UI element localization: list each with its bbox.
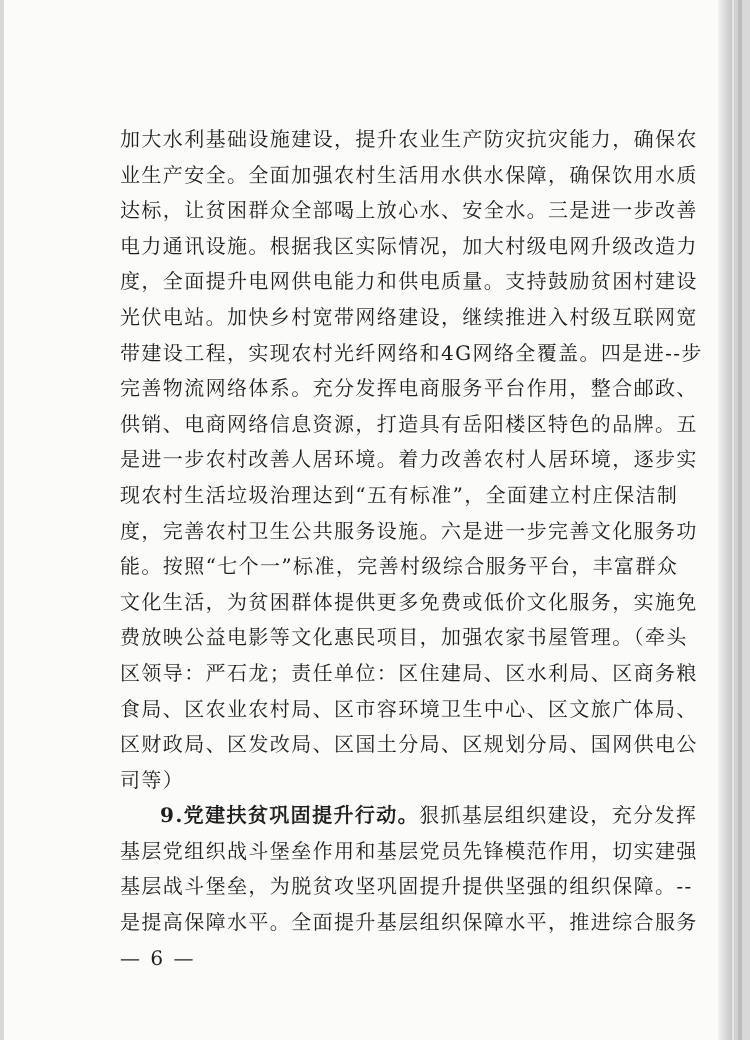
text-line: 度，全面提升电网供电能力和供电质量。支持鼓励贫困村建设 <box>120 269 698 294</box>
text-line: 基层战斗堡垒，为脱贫攻坚巩固提升提供坚强的组织保障。-- <box>120 874 693 899</box>
text-line: 达标，让贫困群众全部喝上放心水、安全水。三是进一步改善 <box>120 198 698 223</box>
page-edge-shadow <box>718 0 732 1040</box>
section-9-intro: 狠抓基层组织建设，充分发挥 <box>419 803 698 828</box>
text-line: 能。按照“七个一”标准，完善村级综合服务平台，丰富群众 <box>120 554 679 579</box>
page-number: — 6 — <box>120 946 196 970</box>
text-line: 基层党组织战斗堡垒作用和基层党员先锋模范作用，切实建强 <box>120 838 698 863</box>
document-body <box>120 122 703 941</box>
text-line: 是进一步农村改善人居环境。着力改善农村人居环境，逐步实 <box>120 447 698 472</box>
section-9-heading: 9.党建扶贫巩固提升行动。 <box>160 803 420 828</box>
text-line: 现农村生活垃圾治理达到“五有标准”，全面建立村庄保洁制 <box>120 482 679 507</box>
text-line: 完善物流网络体系。充分发挥电商服务平台作用，整合邮政、 <box>120 376 698 401</box>
text-line: 业生产安全。全面加强农村生活用水供水保障，确保饮用水质 <box>120 162 698 187</box>
text-line: 光伏电站。加快乡村宽带网络建设，继续推进入村级互联网宽 <box>120 304 698 329</box>
text-line: 司等） <box>120 767 185 792</box>
text-line: 供销、电商网络信息资源，打造具有岳阳楼区特色的品牌。五 <box>120 411 698 436</box>
text-line: 电力通讯设施。根据我区实际情况，加大村级电网升级改造力 <box>120 233 698 258</box>
text-line: 区财政局、区发改局、区国土分局、区规划分局、国网供电公 <box>120 732 698 757</box>
text-line: 文化生活，为贫困群体提供更多免费或低价文化服务，实施免 <box>120 589 698 614</box>
text-line: 是提高保障水平。全面提升基层组织保障水平，推进综合服务 <box>120 910 698 935</box>
text-line: 带建设工程，实现农村光纤网络和4G网络全覆盖。四是进--步 <box>120 340 703 365</box>
text-line: 加大水利基础设施建设，提升农业生产防灾抗灾能力，确保农 <box>120 127 698 151</box>
section-9-first-line <box>120 798 698 834</box>
text-line: 食局、区农业农村局、区市容环境卫生中心、区文旅广体局、 <box>120 696 698 721</box>
text-line: 度，完善农村卫生公共服务设施。六是进一步完善文化服务功 <box>120 518 698 543</box>
text-line: 费放映公益电影等文化惠民项目，加强农家书屋管理。（牵头 <box>120 625 688 650</box>
document-page <box>4 0 732 1040</box>
text-line: 区领导：严石龙；责任单位：区住建局、区水利局、区商务粮 <box>120 660 698 685</box>
